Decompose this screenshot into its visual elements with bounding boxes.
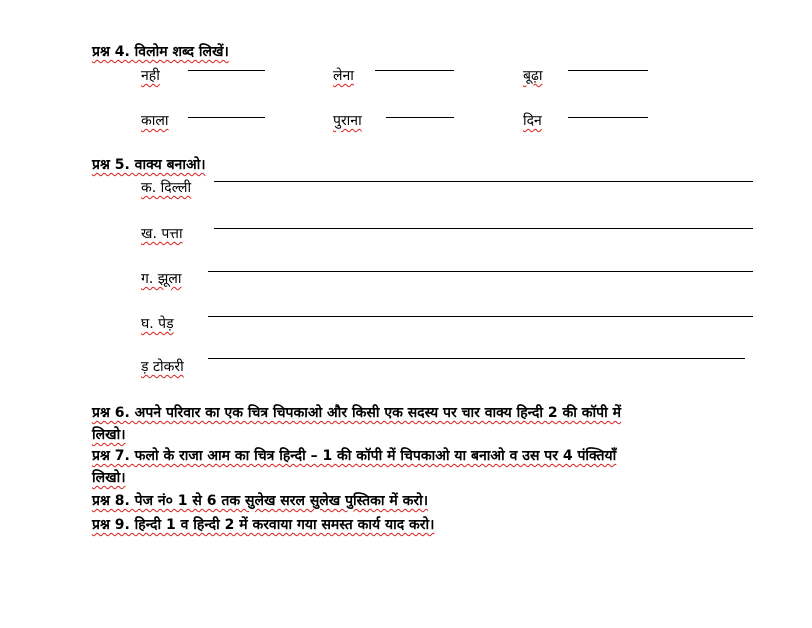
sentence-item-3: ग. झूला xyxy=(141,271,182,287)
sentence-item-1: क. दिल्ली xyxy=(141,180,192,196)
answer-blank xyxy=(188,117,265,118)
question-4-title: प्रश्न 4. विलोम शब्द लिखें। xyxy=(92,44,229,60)
antonym-word-5: पुराना xyxy=(333,113,362,129)
question-7-line-1: प्रश्न 7. फलो के राजा आम का चित्र हिन्दी – 1 की कॉपी में चिपकाओ या बनाओ व उस पर 4 पंक्तियाँ xyxy=(92,448,617,464)
answer-line xyxy=(208,271,753,272)
answer-line xyxy=(214,181,753,182)
question-6-line-2: लिखो। xyxy=(92,427,126,443)
answer-line xyxy=(208,316,753,317)
antonym-word-2: लेना xyxy=(333,68,354,84)
answer-blank xyxy=(386,117,454,118)
question-9: प्रश्न 9. हिन्दी 1 व हिन्दी 2 में करवाया गया समस्त कार्य याद करो। xyxy=(92,517,435,533)
answer-blank xyxy=(375,70,454,71)
antonym-word-1: नही xyxy=(141,68,160,84)
antonym-word-4: काला xyxy=(141,113,169,129)
answer-blank xyxy=(568,70,648,71)
answer-line xyxy=(214,228,753,229)
question-5-title: प्रश्न 5. वाक्य बनाओ। xyxy=(92,157,206,173)
antonym-word-3: बूढ़ा xyxy=(523,68,543,84)
question-7-line-2: लिखो। xyxy=(92,470,126,486)
sentence-item-4: घ. पेड़ xyxy=(141,316,174,332)
answer-line xyxy=(208,358,745,359)
antonym-word-6: दिन xyxy=(523,113,542,129)
answer-blank xyxy=(568,117,648,118)
sentence-item-2: ख. पत्ता xyxy=(141,226,183,242)
answer-blank xyxy=(188,70,265,71)
sentence-item-5: ड़ टोकरी xyxy=(141,359,184,375)
question-6-line-1: प्रश्न 6. अपने परिवार का एक चित्र चिपकाओ और किसी एक सदस्य पर चार वाक्य हिन्दी 2 की कॉपी में xyxy=(92,405,621,421)
question-8: प्रश्न 8. पेज नं० 1 से 6 तक सुलेख सरल सुलेख पुस्तिका में करो। xyxy=(92,493,429,509)
